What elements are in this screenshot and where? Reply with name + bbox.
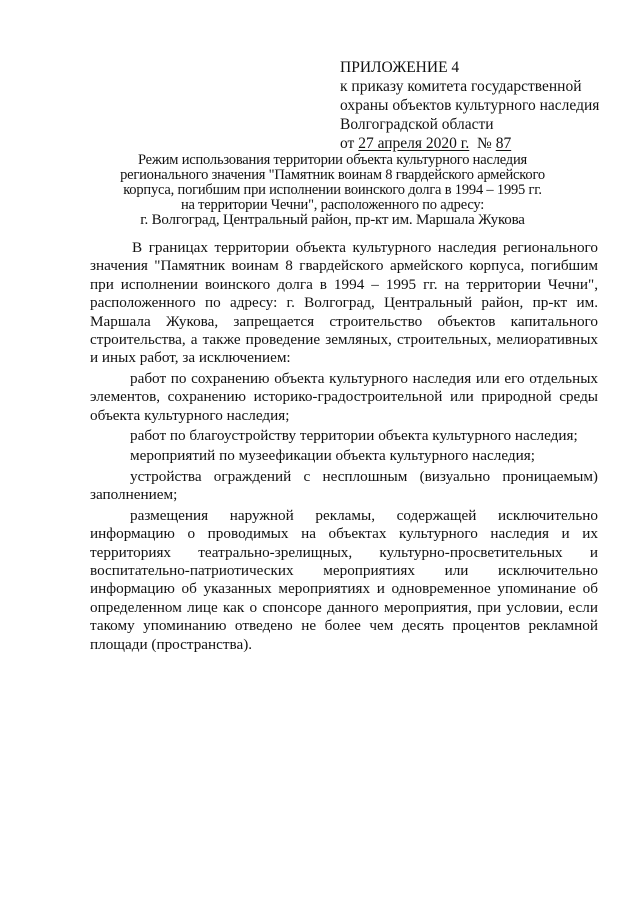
order-date: 27 апреля 2020 г. xyxy=(358,135,470,152)
exception-item: мероприятий по музеефикации объекта культурного наследия; xyxy=(130,447,535,465)
intro-paragraph: В границах территории объекта культурного наследия регионального значения "Памятник воинам 8 гвардейского армейского корпуса, погибшим при исполнении воинского долга в 1994 – 1995 гг. на территории Чечни", расположенного по адресу: г. Волгоград, Центральный район, пр-кт им. Маршала Жукова, запрещается строительство объектов капитального строительства, а также проведение земляных, строительных, мелиоративных и иных работ, за исключением: xyxy=(90,239,598,367)
title-line-2: регионального значения "Памятник воинам 8 гвардейского армейского xyxy=(120,167,545,183)
document-body xyxy=(90,239,598,654)
appendix-title: ПРИЛОЖЕНИЕ 4 xyxy=(340,59,460,76)
appendix-header xyxy=(340,58,630,153)
appendix-line-region: Волгоградской области xyxy=(340,116,494,133)
title-line-1: Режим использования территории объекта культурного наследия xyxy=(138,152,527,168)
exception-item: устройства ограждений с несплошным (визуально проницаемым) заполнением; xyxy=(90,467,598,504)
title-address: г. Волгоград, Центральный район, пр-кт им. Маршала Жукова xyxy=(140,212,525,228)
date-prefix: от xyxy=(340,135,355,152)
exception-item: работ по благоустройству территории объекта культурного наследия; xyxy=(130,427,578,445)
appendix-date-line xyxy=(340,134,630,153)
exception-item: работ по сохранению объекта культурного наследия или его отдельных элементов, сохранению историко-градостроительной или природной среды объекта культурного наследия; xyxy=(90,369,598,424)
number-sign: № xyxy=(477,135,492,152)
appendix-line-order: к приказу комитета государственной xyxy=(340,78,582,95)
title-line-3: корпуса, погибшим при исполнении воинского долга в 1994 – 1995 гг. xyxy=(123,182,542,198)
appendix-line-committee: охраны объектов культурного наследия xyxy=(340,97,600,114)
exception-item: размещения наружной рекламы, содержащей исключительно информацию о проводимых на объектах культурного наследия и их территориях театрально-зрелищных, культурно-просветительных и воспитательно-патриотических мероприятиях или исключительно информацию об указанных мероприятиях и одновременное упоминание об определенном лице как о спонсоре данного мероприятия, при условии, если такому упоминанию отведено не более чем десять процентов рекламной площади (пространства). xyxy=(90,506,598,653)
document-title xyxy=(95,153,570,228)
title-line-4: на территории Чечни", расположенного по адресу: xyxy=(180,197,485,213)
order-number: 87 xyxy=(495,135,512,152)
